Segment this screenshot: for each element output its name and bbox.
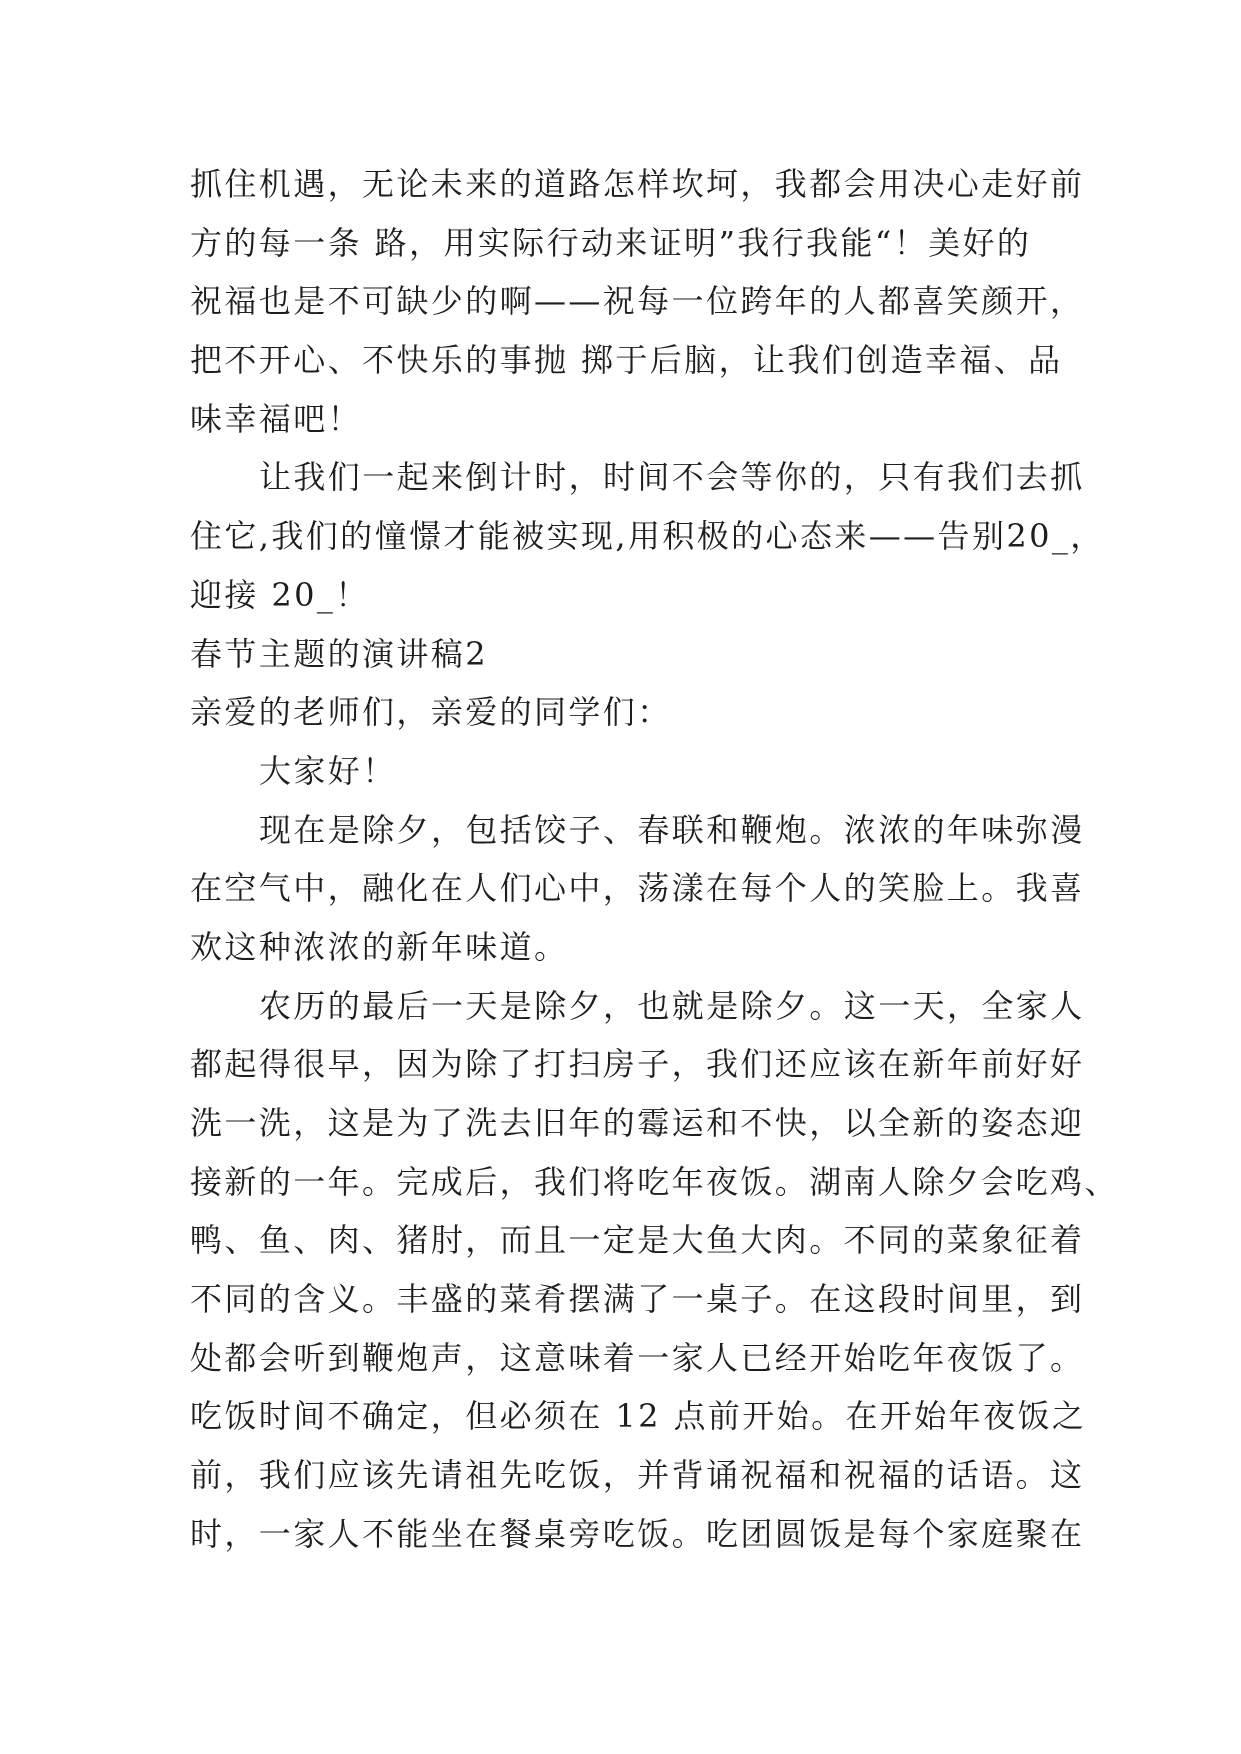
document-body [190, 155, 1190, 1564]
text-line: 前，我们应该先请祖先吃饭，并背诵祝福和祝福的话语。这 [190, 1456, 1085, 1495]
salutation: 亲爱的老师们，亲爱的同学们： [190, 693, 672, 732]
text-line: 现在是除夕，包括饺子、春联和鞭炮。浓浓的年味弥漫 [259, 810, 1085, 849]
text-line: 吃饭时间不确定，但必须在 12 点前开始。在开始年夜饭之 [190, 1397, 1087, 1436]
text-line: 祝福也是不可缺少的啊——祝每一位跨年的人都喜笑颜开， [190, 282, 1085, 321]
speech-title: 春节主题的演讲稿2 [190, 634, 488, 673]
text-line: 方的每一条 路，用实际行动来证明”我行我能“！美好的 [190, 223, 1032, 262]
greeting: 大家好！ [259, 751, 397, 790]
text-line: 把不开心、不快乐的事抛 掷于后脑，让我们创造幸福、品 [190, 341, 1063, 380]
text-line: 味幸福吧！ [190, 399, 363, 438]
last-day-paragraph [190, 977, 1190, 1564]
text-line: 抓住机遇，无论未来的道路怎样坎坷，我都会用决心走好前 [190, 165, 1085, 203]
text-line: 处都会听到鞭炮声，这意味着一家人已经开始吃年夜饭了。 [190, 1338, 1085, 1377]
text-line: 农历的最后一天是除夕，也就是除夕。这一天，全家人 [259, 986, 1085, 1025]
text-line: 迎接 20_！ [190, 575, 370, 614]
text-line: 洗一洗，这是为了洗去旧年的霉运和不快，以全新的姿态迎 [190, 1104, 1085, 1142]
text-line: 都起得很早，因为除了打扫房子，我们还应该在新年前好好 [190, 1045, 1085, 1084]
text-line: 让我们一起来倒计时，时间不会等你的，只有我们去抓 [259, 458, 1085, 497]
text-line: 在空气中，融化在人们心中，荡漾在每个人的笑脸上。我喜 [190, 869, 1085, 908]
text-line: 欢这种浓浓的新年味道。 [190, 927, 569, 966]
new-year-eve-paragraph [190, 801, 1190, 977]
text-line: 鸭、鱼、肉、猪肘，而且一定是大鱼大肉。不同的菜象征着 [190, 1221, 1085, 1260]
continued-paragraph [190, 155, 1190, 448]
text-line: 住它,我们的憧憬才能被实现,用积极的心态来——告别20_， [190, 517, 1105, 556]
text-line: 时，一家人不能坐在餐桌旁吃饭。吃团圆饭是每个家庭聚在 [190, 1514, 1085, 1553]
text-line: 接新的一年。完成后，我们将吃年夜饭。湖南人除夕会吃鸡、 [190, 1162, 1119, 1201]
text-line: 不同的含义。丰盛的菜肴摆满了一桌子。在这段时间里，到 [190, 1280, 1085, 1319]
countdown-paragraph [190, 448, 1190, 624]
